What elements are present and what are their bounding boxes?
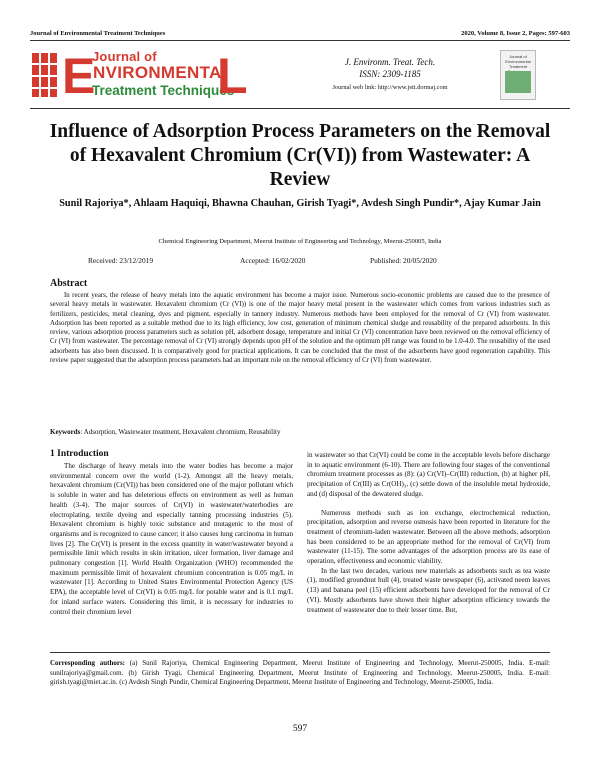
page-number: 597 (292, 724, 308, 734)
logo-grid-icon (32, 53, 58, 97)
abstract-heading: Abstract (50, 278, 88, 289)
corresponding-authors-footnote (50, 659, 550, 688)
cover-title: Journal of Environmental Treatment (505, 54, 531, 69)
header-divider (30, 40, 570, 41)
article-dates (60, 256, 540, 268)
footnote-divider (50, 652, 550, 653)
journal-cover-thumbnail (500, 50, 536, 100)
abstract-text: In recent years, the release of heavy metals into the aquatic environment has become a major issue. Numerous socio-economic problems are caused due to the presence of several heavy metals in wastewater. Hexavalent chromium (Cr (VI)) is one of the major heavy metal present in the wastewater which comes from various industries such as fertilizers, pesticides, metal cleaning, dyes and pigment, especially in tannery industry. Numerous methods have been employed for the removal of Cr (VI) from wastewater. Adsorption has been reported as a suitable method due to its high efficiency, low cost, generation of minimum chemical sludge and reusability of the prepared adsorbents. In this review, various adsorption process parameters such as solution pH, adsorbent dosage, temperature and initial Cr (VI) concentration have been reviewed on the removal efficiency of Cr (VI) from wastewater. The percentage removal of Cr (VI) strongly depends upon pH of the solution and the optimum pH range was found to be 1.0-4.0. The reusability of the used adsorbents has also been discussed. It is comparatively good for practical applications. It can be concluded that the most of the adsorbents have good regeneration capability. This review paper suggested that the adsorption process parameters had an important role on the removal efficiency of Cr (VI) from wastewater. (50, 292, 550, 365)
intro-paragraph-4: In the last two decades, various new materials as adsorbents such as tea waste (1), modified groundnut hull (4), treated waste newspaper (6), activated neem leaves (13) and banana peel (15) efficient adsorbents have developed for the removal of Cr (VI). Mostly adsorbents have shown their higher adsorption efficiency towards the treatment of wastewater due to their lesser time. But, (307, 566, 550, 614)
date-published: Published: 20/05/2020 (370, 256, 437, 265)
keywords-label: Keywords (50, 428, 81, 436)
cover-image (505, 71, 531, 93)
intro-paragraph-1: The discharge of heavy metals into the water bodies has become a major environmental concern over the world (1-2). Amongst all the heavy metals, hexavalent chromium (Cr(VI)) has been considered one of the major pollutant which is soluble in water and has deleterious effects on environment as well as human health (3-4). The major sources of Cr(VI) in wastewater/waterbodies are electroplating, textile dyeing and especially tanning processing industries (5). Hexavalent chromium is highly toxic substance and mutagenic to the most of organisms and is recognized to cause cancer; it also causes lung carcinoma in human lives [2]. The Cr(VI) is present in the excess quantity in water/wastewater beyond a permissible limit which results in skin irritation, ulcer formation, liver damage and pulmonary congestion [1]. World Health Organization (WHO) recommended the maximum permissible limit of hexavalent chromium concentration is 0.05 mg/L in wastewater [1]. According to United States Environmental Protection Agency (US EPA), the acceptable level of Cr(VI) is 0.05 mg/L for potable water and is 0.1 mg/L for inland surface waters. Considering this limit, it is necessary for industries to control their chromium level (50, 462, 293, 616)
logo-line-2: NVIRONMENTA (93, 63, 222, 82)
body-column-right (307, 451, 550, 615)
header-divider-bottom (30, 108, 570, 109)
journal-info (300, 56, 480, 80)
footnote-text: (a) Sunil Rajoriya, Chemical Engineering Department, Meerut Institute of Engineering and Technology, Meerut-250005, India. E-mail: sunilrajoriya@gmail.com. (b) Girish Tyagi, Chemical Engineering Department, Meerut Institute of Engineering and Technology, Meerut-250005, India. E-mail: girish.tyagi@miet.ac.in. (c) Avdesh Singh Pundir, Chemical Engineering Department, Meerut Institute of Engineering and Technology, Meerut-250005, India. (50, 659, 550, 687)
running-header-citation: 2020, Volume 8, Issue 2, Pages: 597-603 (461, 30, 570, 37)
journal-logo (32, 48, 248, 105)
journal-abbrev: J. Environm. Treat. Tech. (344, 57, 436, 67)
section-heading-introduction: 1 Introduction (50, 449, 109, 459)
journal-web-link[interactable]: Journal web link: http://www.jett.dormaj.com (332, 84, 448, 91)
keywords-text: : Adsorption, Wastewater treatment, Hexavalent chromium, Reusability (80, 428, 281, 436)
footnote-label: Corresponding authors: (50, 659, 125, 667)
article-authors: Sunil Rajoriya*, Ahlaam Haquiqi, Bhawna Chauhan, Girish Tyagi*, Avdesh Singh Pundir*, Ajay Kumar Jain (59, 198, 541, 209)
intro-paragraph-3: Numerous methods such as ion exchange, electrochemical reduction, precipitation, adsorption and reverse osmosis have been reported in literature for the treatment of chromium-laden wastewater. Between all the above methods, adsorption has been considered to be an appropriate method for the removal of Cr(VI) from wastewater (11-15). The some advantages of the adsorption process are its ease of operation, effectiveness and economic viability. (307, 508, 550, 566)
logo-line-1: Journal of (92, 49, 157, 64)
logo-line-3: Treatment Techniques (92, 83, 235, 98)
date-accepted: Accepted: 16/02/2020 (240, 256, 306, 265)
logo-letter-e: E (62, 48, 96, 104)
running-header-journal: Journal of Environmental Treatment Techniques (30, 30, 166, 37)
journal-issn: ISSN: 2309-1185 (359, 69, 421, 79)
article-title: Influence of Adsorption Process Parameters on the Removal of Hexavalent Chromium (Cr(VI)) from Wastewater: A Review (49, 121, 551, 190)
logo-letter-l: L (217, 48, 248, 104)
article-affiliation: Chemical Engineering Department, Meerut Institute of Engineering and Technology, Meerut-250005, India (158, 238, 442, 245)
intro-paragraph-2: in wastewater so that Cr(VI) could be come in the acceptable levels before discharge in to aquatic environment (6-10). There are following four stages of the conventional chromium treatment processes as (8): (a) Cr(VI)–Cr(III) reduction, (b) at higher pH, precipitation of Cr(III) as Cr(OH)₃, (c) settle down of the insoluble metal hydroxide, and (d) disposal of the dewatered sludge. (307, 451, 550, 498)
body-column-left (50, 462, 293, 617)
keywords (50, 428, 280, 436)
date-received: Received: 23/12/2019 (88, 256, 154, 265)
